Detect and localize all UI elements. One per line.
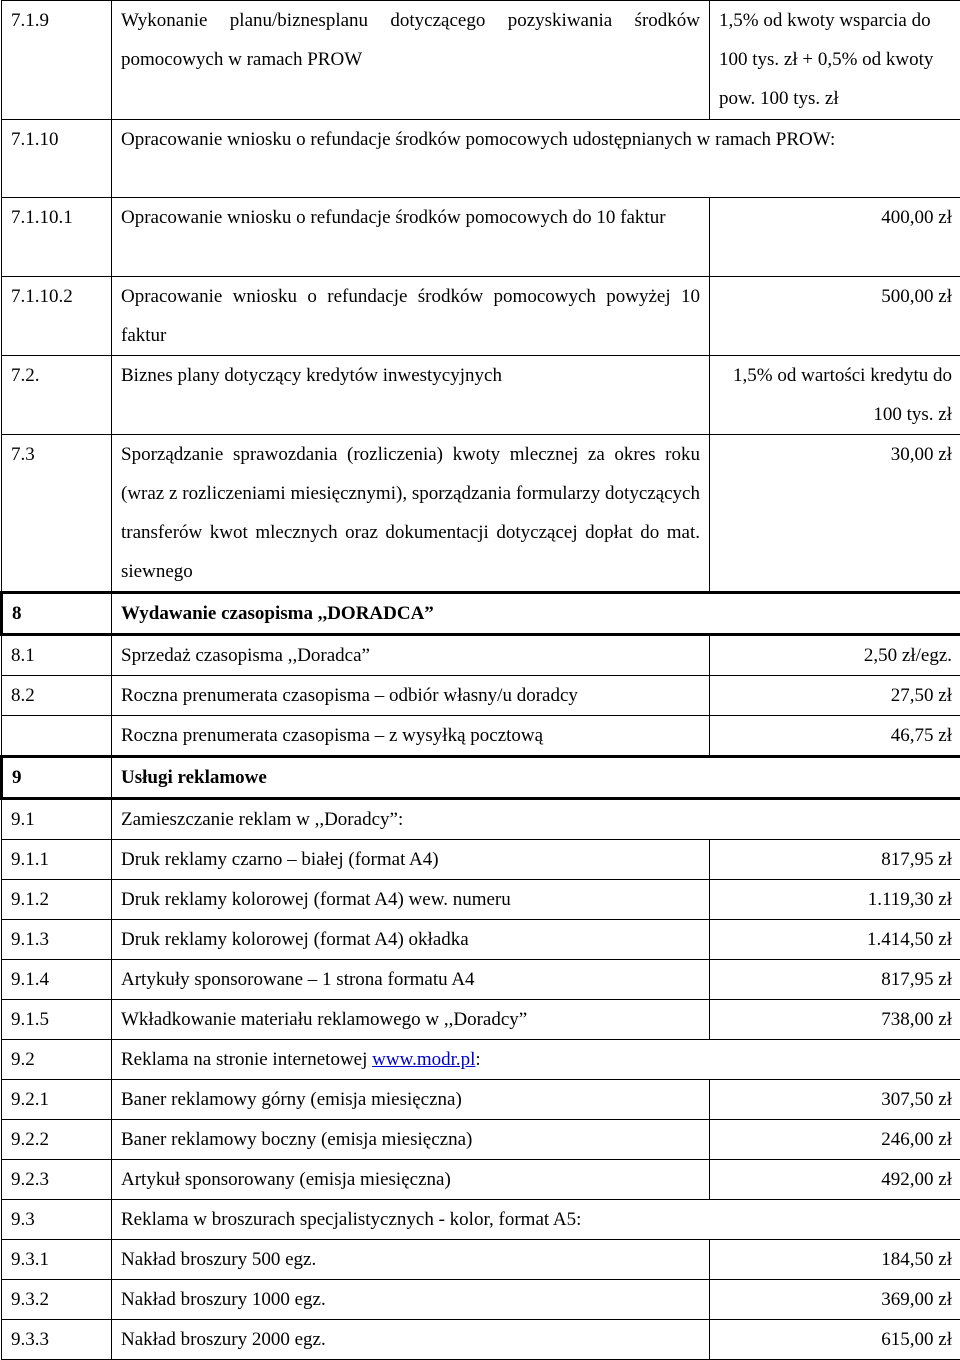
- table-row: [2, 840, 960, 880]
- item-description: Wykonanie planu/biznesplanu dotyczącego pozyskiwania środków pomocowych w ramach PROW: [112, 1, 710, 120]
- table-row: [2, 356, 960, 435]
- item-description: Sprzedaż czasopisma ,,Doradca”: [112, 635, 710, 676]
- item-description: Wkładkowanie materiału reklamowego w ,,Doradcy”: [112, 1000, 710, 1040]
- item-number: 9.1.1: [2, 840, 112, 880]
- table-row: [2, 960, 960, 1000]
- item-price: 30,00 zł: [710, 435, 960, 593]
- item-description: Zamieszczanie reklam w ,,Doradcy”:: [112, 799, 960, 840]
- table-row: [2, 1160, 960, 1200]
- item-price: 1,5% od wartości kredytu do 100 tys. zł: [710, 356, 960, 435]
- item-number: 9.3.3: [2, 1320, 112, 1360]
- table-row: [2, 1040, 960, 1080]
- item-price: 27,50 zł: [710, 676, 960, 716]
- item-description: Nakład broszury 1000 egz.: [112, 1280, 710, 1320]
- section-number: 8: [2, 593, 112, 635]
- table-row: [2, 1280, 960, 1320]
- table-row: [2, 1240, 960, 1280]
- item-number: 9.2: [2, 1040, 112, 1080]
- item-description: Druk reklamy kolorowej (format A4) wew. numeru: [112, 880, 710, 920]
- item-number: 7.3: [2, 435, 112, 593]
- item-description: Roczna prenumerata czasopisma – z wysyłką pocztową: [112, 716, 710, 757]
- section-number: 9: [2, 757, 112, 799]
- table-row: [2, 799, 960, 840]
- item-description: [112, 1040, 960, 1080]
- table-row: [2, 676, 960, 716]
- table-row: [2, 1320, 960, 1360]
- item-price: 738,00 zł: [710, 1000, 960, 1040]
- table-row: [2, 920, 960, 960]
- item-price: 500,00 zł: [710, 277, 960, 356]
- table-row: [2, 1120, 960, 1160]
- table-row: [2, 716, 960, 757]
- item-price: 400,00 zł: [710, 198, 960, 277]
- section-title: Wydawanie czasopisma ,,DORADCA”: [112, 593, 960, 635]
- item-number: 9.1.2: [2, 880, 112, 920]
- item-description: Druk reklamy kolorowej (format A4) okładka: [112, 920, 710, 960]
- section-title: Usługi reklamowe: [112, 757, 960, 799]
- item-price: 369,00 zł: [710, 1280, 960, 1320]
- item-description: Reklama w broszurach specjalistycznych - kolor, format A5:: [112, 1200, 960, 1240]
- item-price: 1.119,30 zł: [710, 880, 960, 920]
- item-description: Artykuły sponsorowane – 1 strona formatu A4: [112, 960, 710, 1000]
- section-header-row: [2, 593, 960, 635]
- item-number: 9.1.5: [2, 1000, 112, 1040]
- item-number: 9.3: [2, 1200, 112, 1240]
- item-number: 9.1: [2, 799, 112, 840]
- item-price: 492,00 zł: [710, 1160, 960, 1200]
- item-price: 817,95 zł: [710, 960, 960, 1000]
- item-description: Biznes plany dotyczący kredytów inwestycyjnych: [112, 356, 710, 435]
- section-header-row: [2, 757, 960, 799]
- table-row: [2, 120, 960, 198]
- item-number: [2, 716, 112, 757]
- item-description: Baner reklamowy górny (emisja miesięczna): [112, 1080, 710, 1120]
- table-row: [2, 277, 960, 356]
- item-price: 46,75 zł: [710, 716, 960, 757]
- table-row: [2, 1080, 960, 1120]
- item-number: 9.2.1: [2, 1080, 112, 1120]
- item-price: 817,95 zł: [710, 840, 960, 880]
- table-row: [2, 880, 960, 920]
- item-description: Nakład broszury 500 egz.: [112, 1240, 710, 1280]
- item-number: 9.3.1: [2, 1240, 112, 1280]
- item-description: Nakład broszury 2000 egz.: [112, 1320, 710, 1360]
- website-link[interactable]: www.modr.pl: [372, 1049, 475, 1070]
- table-row: [2, 1, 960, 120]
- item-price: 2,50 zł/egz.: [710, 635, 960, 676]
- item-number: 9.2.3: [2, 1160, 112, 1200]
- item-description-suffix: :: [475, 1049, 480, 1070]
- table-row: [2, 435, 960, 593]
- item-description: Artykuł sponsorowany (emisja miesięczna): [112, 1160, 710, 1200]
- item-description: Opracowanie wniosku o refundacje środków pomocowych udostępnianych w ramach PROW:: [112, 120, 960, 198]
- item-number: 8.2: [2, 676, 112, 716]
- item-description: Druk reklamy czarno – białej (format A4): [112, 840, 710, 880]
- item-description: Roczna prenumerata czasopisma – odbiór własny/u doradcy: [112, 676, 710, 716]
- item-price: 184,50 zł: [710, 1240, 960, 1280]
- item-description: Baner reklamowy boczny (emisja miesięczna): [112, 1120, 710, 1160]
- table-row: [2, 1000, 960, 1040]
- item-description: Opracowanie wniosku o refundacje środków pomocowych powyżej 10 faktur: [112, 277, 710, 356]
- item-price: 1,5% od kwoty wsparcia do 100 tys. zł + 0,5% od kwoty pow. 100 tys. zł: [710, 1, 960, 120]
- item-number: 9.3.2: [2, 1280, 112, 1320]
- item-description-text: Reklama na stronie internetowej: [121, 1049, 372, 1070]
- item-number: 7.1.10.2: [2, 277, 112, 356]
- item-number: 7.2.: [2, 356, 112, 435]
- item-description: Opracowanie wniosku o refundacje środków pomocowych do 10 faktur: [112, 198, 710, 277]
- item-number: 7.1.9: [2, 1, 112, 120]
- table-row: [2, 635, 960, 676]
- table-row: [2, 198, 960, 277]
- item-description: Sporządzanie sprawozdania (rozliczenia) kwoty mlecznej za okres roku (wraz z rozliczeniami miesięcznymi), sporządzania formularzy dotyczących transferów kwot mlecznych oraz dokumentacji dotyczącej dopłat do mat. siewnego: [112, 435, 710, 593]
- item-price: 246,00 zł: [710, 1120, 960, 1160]
- item-price: 307,50 zł: [710, 1080, 960, 1120]
- item-number: 7.1.10: [2, 120, 112, 198]
- table-row: [2, 1200, 960, 1240]
- item-number: 9.1.3: [2, 920, 112, 960]
- item-number: 9.1.4: [2, 960, 112, 1000]
- item-number: 8.1: [2, 635, 112, 676]
- item-price: 615,00 zł: [710, 1320, 960, 1360]
- item-number: 7.1.10.1: [2, 198, 112, 277]
- item-number: 9.2.2: [2, 1120, 112, 1160]
- item-price: 1.414,50 zł: [710, 920, 960, 960]
